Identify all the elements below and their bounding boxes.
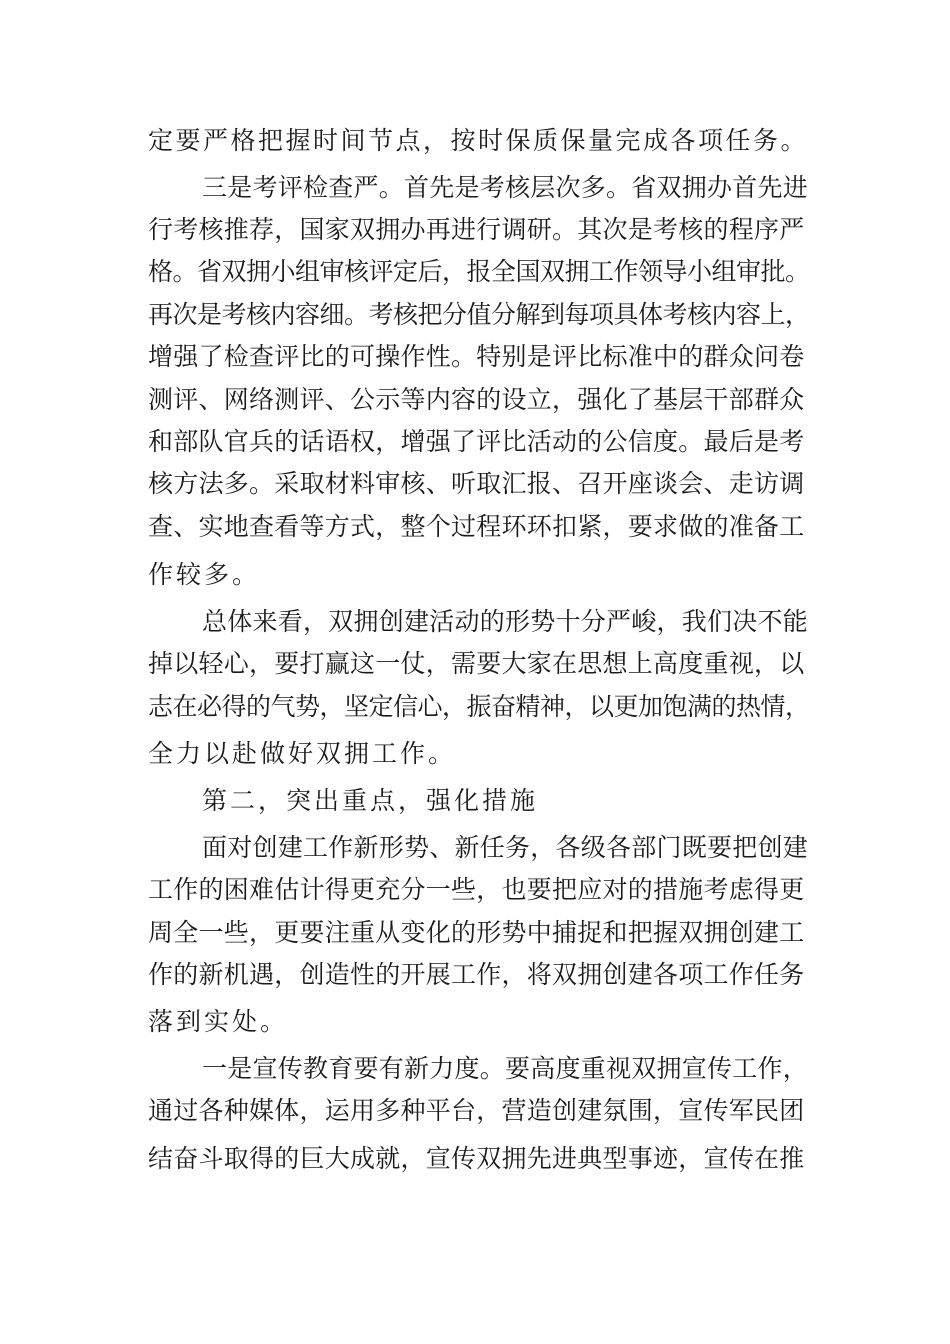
text-line: 行考核推荐，国家双拥办再进行调研。其次是考核的程序严 <box>148 215 805 244</box>
text-line: 定要严格把握时间节点，按时保质保量完成各项任务。 <box>148 126 809 155</box>
text-line: 周全一些，更要注重从变化的形势中捕捉和把握双拥创建工 <box>148 918 805 947</box>
text-line: 查、实地查看等方式，整个过程环环扣紧，要求做的准备工 <box>148 512 805 541</box>
text-line: 和部队官兵的话语权，增强了评比活动的公信度。最后是考 <box>148 427 805 456</box>
text-line: 志在必得的气势，坚定信心，振奋精神，以更加饱满的热情， <box>148 692 810 721</box>
text-line: 作较多。 <box>148 560 261 589</box>
text-line: 结奋斗取得的巨大成就，宣传双拥先进典型事迹，宣传在推 <box>148 1144 805 1173</box>
text-line: 总体来看，双拥创建活动的形势十分严峻，我们决不能 <box>202 607 809 636</box>
text-line: 全力以赴做好双拥工作。 <box>148 739 457 768</box>
text-line: 作的新机遇，创造性的开展工作，将双拥创建各项工作任务 <box>148 960 805 989</box>
text-line: 格。省双拥小组审核评定后，报全国双拥工作领导小组审批。 <box>148 257 810 286</box>
text-line: 一是宣传教育要有新力度。要高度重视双拥宣传工作， <box>202 1054 809 1083</box>
text-line: 核方法多。采取材料审核、听取汇报、召开座谈会、走访调 <box>148 469 805 498</box>
text-line: 落到实处。 <box>148 1007 289 1036</box>
text-line: 再次是考核内容细。考核把分值分解到每项具体考核内容上， <box>148 300 810 329</box>
text-line: 通过各种媒体，运用多种平台，营造创建氛围，宣传军民团 <box>148 1096 805 1125</box>
text-line: 工作的困难估计得更充分一些，也要把应对的措施考虑得更 <box>148 875 805 904</box>
text-line: 增强了检查评比的可操作性。特别是评比标准中的群众问卷 <box>148 342 805 371</box>
text-line: 掉以轻心，要打赢这一仗，需要大家在思想上高度重视，以 <box>148 649 805 678</box>
text-line: 测评、网络测评、公示等内容的设立，强化了基层干部群众 <box>148 385 805 414</box>
section-heading: 第二，突出重点，强化措施 <box>202 786 539 815</box>
text-line: 三是考评检查严。首先是考核层次多。省双拥办首先进 <box>202 173 809 202</box>
text-line: 面对创建工作新形势、新任务，各级各部门既要把创建 <box>202 833 809 862</box>
